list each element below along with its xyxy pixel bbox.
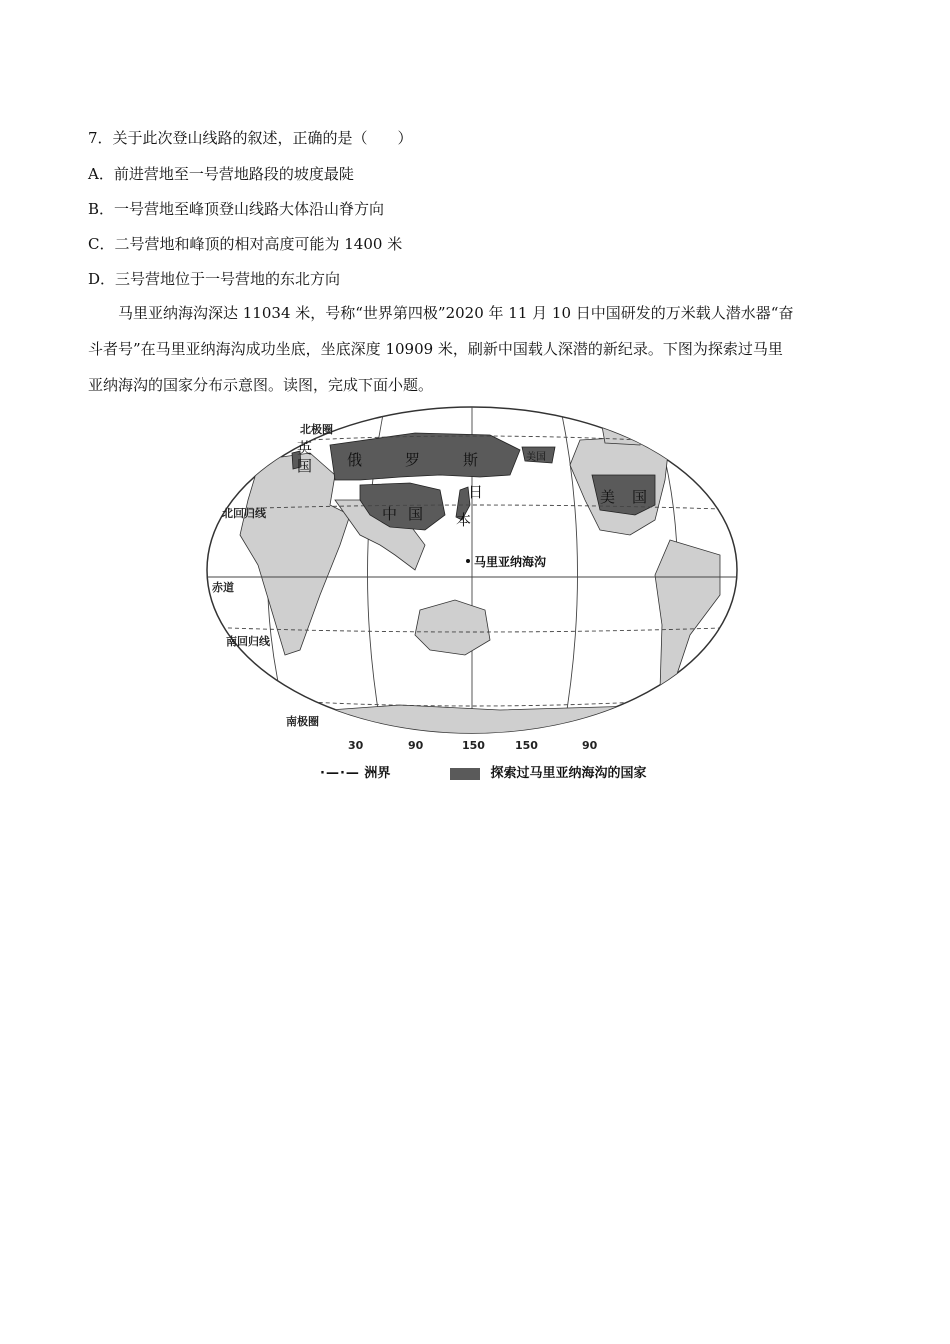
lon-label-90: 90 bbox=[582, 739, 598, 750]
tropic-s-label: 南回归线 bbox=[226, 635, 270, 648]
usa-label-2: 国 bbox=[632, 488, 648, 506]
uk-label-2: 国 bbox=[297, 457, 313, 475]
boundary-symbol: ·—·— bbox=[320, 766, 360, 781]
option-d: D．三号营地位于一号营地的东北方向 bbox=[88, 270, 341, 288]
passage bbox=[88, 295, 858, 403]
lon-label-150e: 150 bbox=[462, 739, 485, 750]
china-label-2: 国 bbox=[408, 505, 424, 523]
trench-dot bbox=[466, 559, 470, 563]
lon-label-90w: 90 bbox=[408, 739, 424, 750]
japan-label-1: 日 bbox=[468, 483, 484, 501]
alaska-label: 美国 bbox=[526, 452, 546, 463]
explorer-swatch bbox=[450, 768, 480, 780]
legend-boundary bbox=[320, 762, 390, 781]
japan-label-2: 本 bbox=[456, 511, 472, 529]
legend-explorer bbox=[450, 762, 647, 781]
uk-label-1: 英 bbox=[297, 439, 313, 457]
option-c: C．二号营地和峰顶的相对高度可能为 1400 米 bbox=[88, 235, 403, 253]
lon-label-150w: 150 bbox=[515, 739, 538, 750]
antarctic-label: 南极圈 bbox=[286, 715, 319, 728]
lon-label-30: 30 bbox=[348, 739, 364, 750]
russia-label-2: 罗 bbox=[405, 451, 421, 469]
option-a: A．前进营地至一号营地路段的坡度最陡 bbox=[88, 165, 354, 183]
world-map bbox=[200, 405, 750, 750]
russia-label-3: 斯 bbox=[463, 451, 479, 469]
arctic-label: 北极圈 bbox=[300, 423, 333, 436]
equator-label: 赤道 bbox=[212, 581, 234, 594]
russia-label-1: 俄 bbox=[347, 451, 363, 469]
usa-label-1: 美 bbox=[600, 488, 616, 506]
trench-label: 马里亚纳海沟 bbox=[474, 555, 547, 569]
explorer-label: 探索过马里亚纳海沟的国家 bbox=[490, 766, 647, 781]
question-stem: 7．关于此次登山线路的叙述，正确的是（ ） bbox=[88, 129, 413, 147]
tropic-n-label: 北回归线 bbox=[222, 507, 266, 520]
passage-line-1: 马里亚纳海沟深达 11034 米，号称“世界第四极”2020 年 11 月 10 日中国研发的万米载人潜水器“奋 bbox=[118, 304, 794, 322]
passage-line-2: 斗者号”在马里亚纳海沟成功坐底，坐底深度 10909 米，刷新中国载人深潜的新纪录。下图为探索过马里 bbox=[88, 340, 783, 358]
passage-line-3: 亚纳海沟的国家分布示意图。读图，完成下面小题。 bbox=[88, 376, 434, 394]
china-label-1: 中 bbox=[382, 505, 398, 523]
boundary-label: 洲界 bbox=[364, 766, 391, 781]
option-b: B．一号营地至峰顶登山线路大体沿山脊方向 bbox=[88, 200, 385, 218]
